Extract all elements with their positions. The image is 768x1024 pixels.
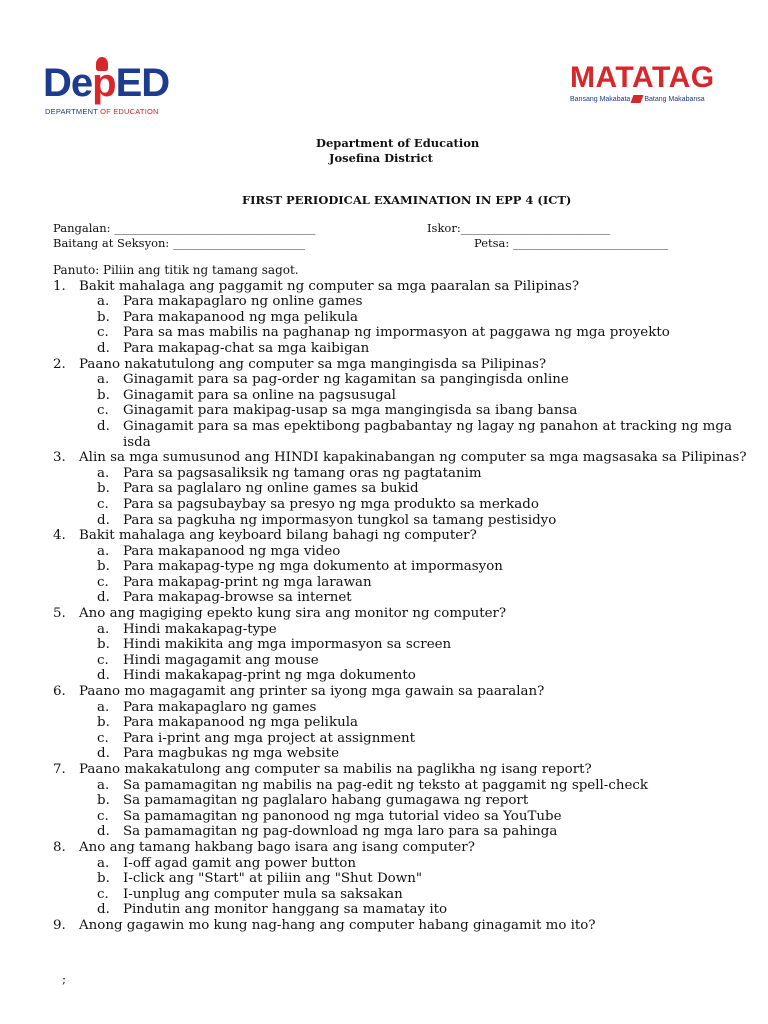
question-text: Paano makakatulong ang computer sa mabilis na paglikha ng isang report? <box>79 762 592 777</box>
header-line-1: Department of Education <box>316 136 480 150</box>
option-letter: d. <box>97 512 110 528</box>
option-letter: b. <box>97 871 110 887</box>
question-text: Anong gagawin mo kung nag-hang ang computer habang ginagamit mo ito? <box>79 917 596 933</box>
question-number: 5. <box>53 606 66 622</box>
question <box>53 279 753 295</box>
answer-option <box>97 341 753 357</box>
option-text: Ginagamit para sa pag-order ng kagamitan sa pangingisda online <box>123 372 569 388</box>
option-text: Para makapanood ng mga pelikula <box>123 309 358 325</box>
option-letter: b. <box>97 793 110 809</box>
header-line-2: Josefina District <box>329 151 433 165</box>
option-letter: d. <box>97 668 110 684</box>
option-letter: c. <box>97 574 109 590</box>
answer-option <box>97 871 753 887</box>
answer-option <box>97 700 753 716</box>
answer-option <box>97 544 753 560</box>
answer-option <box>97 856 753 872</box>
option-list <box>97 466 753 528</box>
date-field: Petsa: ___________________________ <box>474 236 669 250</box>
option-letter: c. <box>97 652 109 668</box>
option-text: Para magbukas ng mga website <box>123 746 340 762</box>
option-letter: a. <box>97 699 110 715</box>
option-letter: b. <box>97 309 110 325</box>
answer-option <box>97 809 753 825</box>
question-number: 1. <box>53 278 66 294</box>
option-list <box>97 778 753 840</box>
deped-logo-sub-b: OF EDUCATION <box>100 107 159 116</box>
answer-option <box>97 668 753 684</box>
question-list <box>53 263 753 934</box>
option-text: Para makapag-chat sa mga kaibigan <box>123 340 370 356</box>
answer-option <box>97 513 753 529</box>
answer-option <box>97 887 753 903</box>
option-letter: d. <box>97 902 110 918</box>
exam-title: FIRST PERIODICAL EXAMINATION IN EPP 4 (ICT) <box>242 193 572 207</box>
deped-logo-sub-a: DEPARTMENT <box>45 107 101 116</box>
question <box>53 450 753 466</box>
answer-option <box>97 746 753 762</box>
option-text: Para sa pagsasaliksik ng tamang oras ng pagtatanim <box>123 465 482 481</box>
option-text: Sa pamamagitan ng paglalaro habang gumagawa ng report <box>123 793 529 809</box>
option-text: Para makapaglaro ng online games <box>123 294 363 310</box>
option-letter: a. <box>97 777 110 793</box>
option-letter: c. <box>97 730 109 746</box>
option-letter: a. <box>97 543 110 559</box>
answer-option <box>97 715 753 731</box>
answer-option <box>97 590 753 606</box>
question-number: 8. <box>53 839 66 855</box>
option-letter: b. <box>97 481 110 497</box>
option-list <box>97 856 753 918</box>
option-letter: d. <box>97 340 110 356</box>
matatag-tag-a: Bansang Makabata <box>570 95 631 103</box>
question-number: 9. <box>53 917 66 933</box>
answer-option <box>97 310 753 326</box>
answer-option <box>97 731 753 747</box>
option-list <box>97 294 753 356</box>
answer-option <box>97 325 753 341</box>
answer-option <box>97 481 753 497</box>
option-text: Hindi makakapag-type <box>123 621 277 637</box>
question-text: Ano ang magiging epekto kung sira ang monitor ng computer? <box>79 606 507 622</box>
answer-option <box>97 388 753 404</box>
question-text: Bakit mahalaga ang paggamit ng computer sa mga paaralan sa Pilipinas? <box>79 278 580 294</box>
answer-option <box>97 559 753 575</box>
option-text: Ginagamit para sa mas epektibong pagbabantay ng lagay ng panahon at tracking ng mga isda <box>123 418 732 450</box>
option-letter: b. <box>97 559 110 575</box>
option-list <box>97 622 753 684</box>
matatag-logo <box>570 63 730 113</box>
matatag-logo-text: MATATAG <box>570 61 715 94</box>
option-letter: c. <box>97 808 109 824</box>
stray-mark: ; <box>62 972 67 986</box>
option-letter: b. <box>97 387 110 403</box>
question-text: Alin sa mga sumusunod ang HINDI kapakinabangan ng computer sa mga magsasaka sa Pilipinas? <box>79 450 747 466</box>
question <box>53 357 753 373</box>
matatag-tag-b: Batang Makabansa <box>644 95 705 103</box>
deped-logo-text-a: De <box>43 61 93 105</box>
option-text: Pindutin ang monitor hanggang sa mamatay ito <box>123 902 448 918</box>
question-text: Paano mo magagamit ang printer sa iyong mga gawain sa paaralan? <box>79 684 545 700</box>
option-letter: c. <box>97 496 109 512</box>
answer-option <box>97 372 753 388</box>
option-letter: c. <box>97 325 109 341</box>
option-letter: d. <box>97 418 110 434</box>
answer-option <box>97 653 753 669</box>
option-text: Para makapag-print ng mga larawan <box>123 574 372 590</box>
option-list <box>97 544 753 606</box>
option-list <box>97 700 753 762</box>
option-text: Sa pamamagitan ng pag-download ng mga laro para sa pahinga <box>123 824 558 840</box>
question <box>53 918 753 934</box>
answer-option <box>97 778 753 794</box>
answer-option <box>97 824 753 840</box>
answer-option <box>97 497 753 513</box>
question-text: Ano ang tamang hakbang bago isara ang isang computer? <box>79 839 475 855</box>
option-letter: c. <box>97 886 109 902</box>
question <box>53 684 753 700</box>
deped-logo: DepED DEPARTMENT OF EDUCATION <box>43 63 183 119</box>
option-text: Para makapanood ng mga pelikula <box>123 715 358 731</box>
option-text: Para sa pagkuha ng impormasyon tungkol sa tamang pestisidyo <box>123 512 557 528</box>
option-text: I-unplug ang computer mula sa saksakan <box>123 886 403 902</box>
option-text: Ginagamit para sa online na pagsusugal <box>123 387 396 403</box>
option-letter: d. <box>97 824 110 840</box>
option-text: Para sa mas mabilis na paghanap ng impormasyon at paggawa ng mga proyekto <box>123 325 670 341</box>
answer-option <box>97 793 753 809</box>
option-text: Para sa paglalaro ng online games sa bukid <box>123 481 419 497</box>
option-text: Para sa pagsubaybay sa presyo ng mga produkto sa merkado <box>123 496 539 512</box>
instructions: Panuto: Piliin ang titik ng tamang sagot. <box>53 263 299 277</box>
answer-option <box>97 294 753 310</box>
option-letter: d. <box>97 590 110 606</box>
option-letter: d. <box>97 746 110 762</box>
answer-option <box>97 403 753 419</box>
option-letter: c. <box>97 403 109 419</box>
score-field: Iskor:__________________________ <box>427 221 611 235</box>
question <box>53 762 753 778</box>
option-letter: a. <box>97 855 110 871</box>
option-text: Para makapaglaro ng games <box>123 699 317 715</box>
question-number: 4. <box>53 528 66 544</box>
answer-option <box>97 637 753 653</box>
option-letter: a. <box>97 372 110 388</box>
answer-option <box>97 902 753 918</box>
option-letter: a. <box>97 621 110 637</box>
answer-option <box>97 575 753 591</box>
option-text: Ginagamit para makipag-usap sa mga mangingisda sa ibang bansa <box>123 403 578 419</box>
answer-option <box>97 466 753 482</box>
option-text: Hindi magagamit ang mouse <box>123 652 319 668</box>
question <box>53 840 753 856</box>
option-text: Para makapag-browse sa internet <box>123 590 352 606</box>
option-text: Sa pamamagitan ng panonood ng mga tutorial video sa YouTube <box>123 808 562 824</box>
option-letter: a. <box>97 465 110 481</box>
question-number: 3. <box>53 450 66 466</box>
option-text: Hindi makikita ang mga impormasyon sa screen <box>123 637 452 653</box>
question-number: 6. <box>53 684 66 700</box>
question <box>53 606 753 622</box>
option-text: Sa pamamagitan ng mabilis na pag-edit ng teksto at paggamit ng spell-check <box>123 777 648 793</box>
deped-logo-text-b: ED <box>115 61 170 105</box>
question <box>53 528 753 544</box>
option-text: I-off agad gamit ang power button <box>123 855 356 871</box>
option-text: Para makapanood ng mga video <box>123 543 341 559</box>
option-list <box>97 372 753 450</box>
option-text: I-click ang "Start" at piliin ang "Shut Down" <box>123 871 422 887</box>
question-number: 7. <box>53 762 66 777</box>
matatag-mark-icon <box>631 95 644 103</box>
question-text: Bakit mahalaga ang keyboard bilang bahagi ng computer? <box>79 528 477 544</box>
option-letter: b. <box>97 715 110 731</box>
option-letter: a. <box>97 294 110 310</box>
option-letter: b. <box>97 637 110 653</box>
section-field: Baitang at Seksyon: _______________________ <box>53 236 306 250</box>
option-text: Para makapag-type ng mga dokumento at impormasyon <box>123 559 503 575</box>
question-number: 2. <box>53 356 66 372</box>
option-text: Hindi makakapag-print ng mga dokumento <box>123 668 416 684</box>
name-field: Pangalan: ___________________________________ <box>53 221 316 235</box>
answer-option <box>97 622 753 638</box>
question-text: Paano nakatutulong ang computer sa mga mangingisda sa Pilipinas? <box>79 356 547 372</box>
answer-option <box>97 419 753 450</box>
option-text: Para i-print ang mga project at assignment <box>123 730 416 746</box>
